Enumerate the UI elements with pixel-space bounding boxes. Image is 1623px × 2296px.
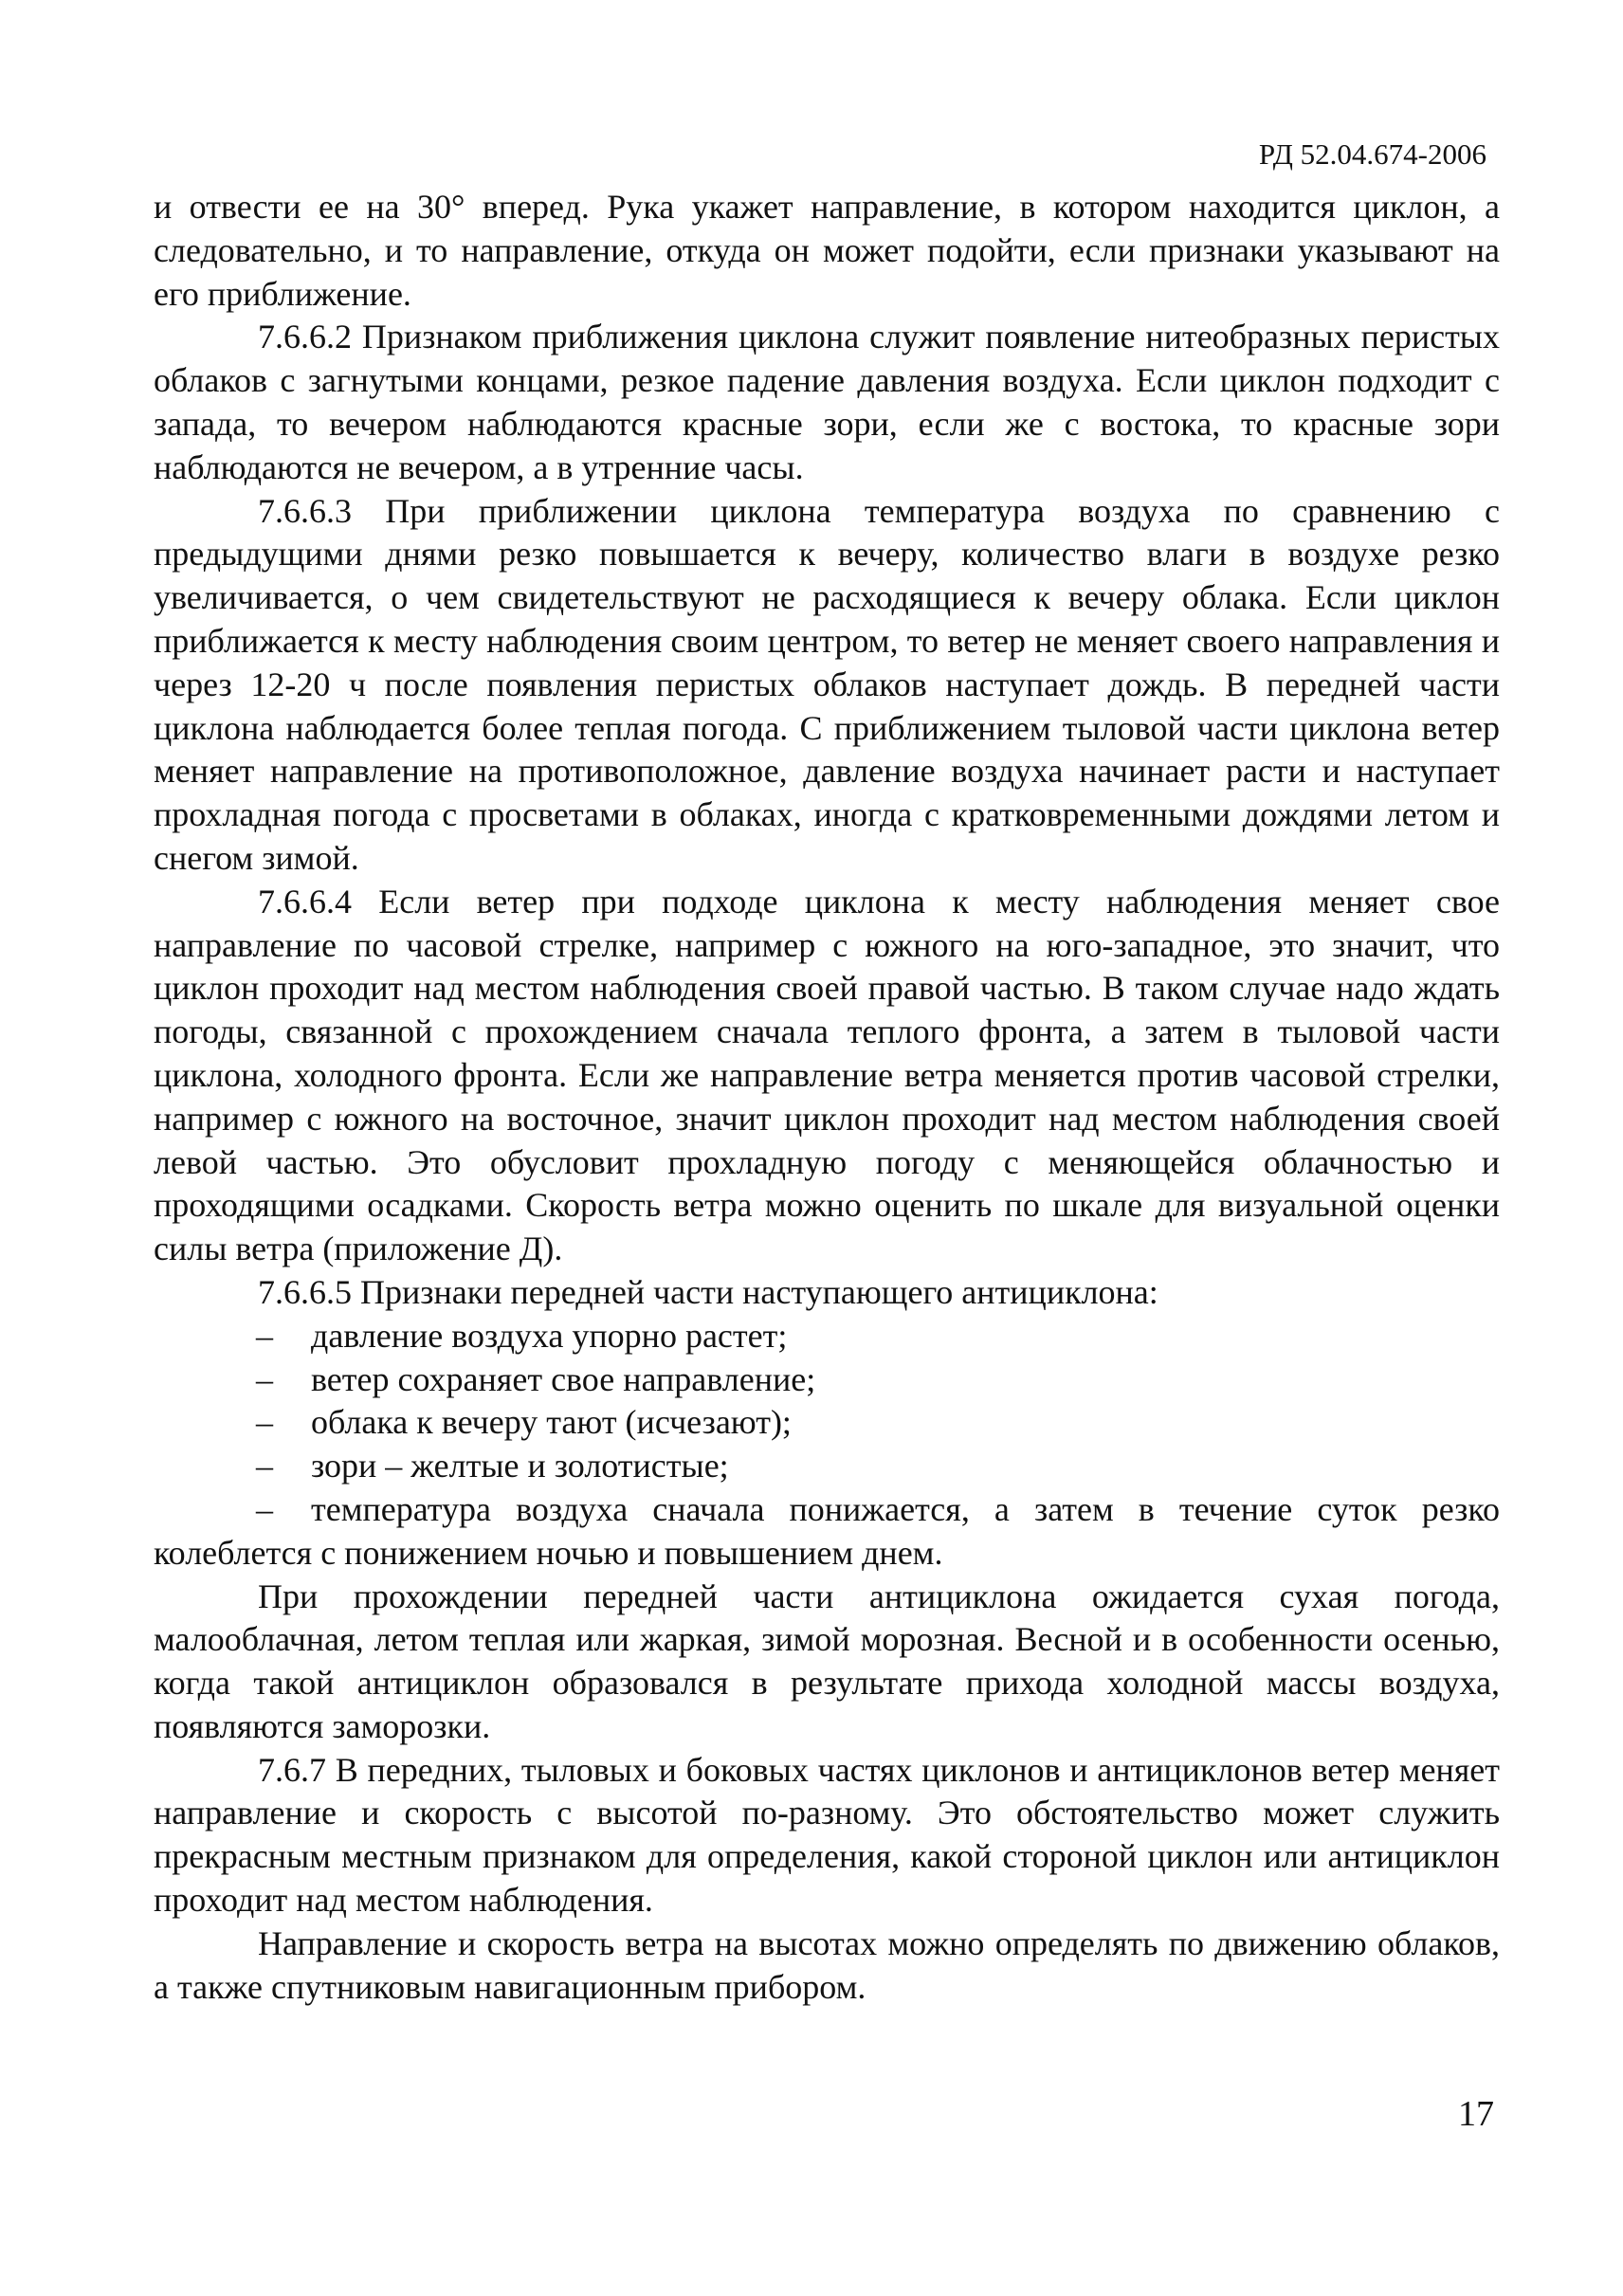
list-item <box>154 1445 1500 1488</box>
paragraph-continuation: и отвести ее на 30° вперед. Рука укажет направление, в котором находится циклон, а следовательно, и то направление, откуда он может подойти, если признаки указывают на его приближение. <box>154 188 1500 313</box>
paragraph-7-6-7: 7.6.7 В передних, тыловых и боковых частях циклонов и антициклонов ветер меняет направление и скорость с высотой по-разному. Это обстоятельство может служить прекрасным местным признаком для определения, какой стороной циклон или антициклон проходит над местом наблюдения. <box>154 1750 1500 1920</box>
list-dash: – <box>256 1447 273 1485</box>
paragraph-wind-at-altitude: Направление и скорость ветра на высотах можно определять по движению облаков, а также спутниковым навигационным прибором. <box>154 1923 1500 2006</box>
list-dash: – <box>256 1359 273 1398</box>
paragraph-anticyclone-front: При прохождении передней части антициклона ожидается сухая погода, малооблачная, летом теплая или жаркая, зимой морозная. Весной и в особенности осенью, когда такой антициклон образовался в результате прихода холодной массы воздуха, появляются заморозки. <box>154 1576 1500 1745</box>
list-item <box>154 1401 1500 1445</box>
list-dash: – <box>256 1489 273 1528</box>
list-item-text: температура воздуха сначала понижается, а затем в течение суток резко колеблется с понижением ночью и повышением днем. <box>154 1489 1500 1572</box>
page-content <box>154 186 1500 2009</box>
list-dash: – <box>256 1403 273 1442</box>
list-item-text: зори – желтые и золотистые; <box>311 1447 729 1485</box>
list-item-text: облака к вечеру тают (исчезают); <box>311 1403 792 1442</box>
paragraph-7-6-6-3: 7.6.6.3 При приближении циклона температура воздуха по сравнению с предыдущими днями резко повышается к вечеру, количество влаги в воздухе резко увеличивается, о чем свидетельствуют не расходящиеся к вечеру облака. Если циклон приближается к месту наблюдения своим центром, то ветер не меняет своего направления и через 12-20 ч после появления перистых облаков наступает дождь. В передней части циклона наблюдается более теплая погода. С приближением тыловой части циклона ветер меняет направление на противоположное, давление воздуха начинает расти и наступает прохладная погода с просветами в облаках, иногда с кратковременными дождями летом и снегом зимой. <box>154 491 1500 877</box>
list-item-text: давление воздуха упорно растет; <box>311 1316 788 1355</box>
paragraph-7-6-6-5: 7.6.6.5 Признаки передней части наступающего антициклона: <box>258 1272 1158 1311</box>
document-code: РД 52.04.674-2006 <box>1258 137 1486 171</box>
list-item <box>154 1488 1500 1576</box>
list-item <box>154 1315 1500 1358</box>
list-item <box>154 1358 1500 1402</box>
anticyclone-signs-list <box>154 1315 1500 1576</box>
page-number: 17 <box>1458 2094 1494 2134</box>
paragraph-7-6-6-4: 7.6.6.4 Если ветер при подходе циклона к месту наблюдения меняет свое направление по часовой стрелке, например с южного на юго-западное, это значит, что циклон проходит над местом наблюдения своей правой частью. В таком случае надо ждать погоды, связанной с прохождением сначала теплого фронта, а затем в тыловой части циклона, холодного фронта. Если же направление ветра меняется против часовой стрелки, например с южного на восточное, значит циклон проходит над местом наблюдения своей левой частью. Это обусловит прохладную погоду с меняющейся облачностью и проходящими осадками. Скорость ветра можно оценить по шкале для визуальной оценки силы ветра (приложение Д). <box>154 882 1500 1268</box>
list-dash: – <box>256 1316 273 1355</box>
paragraph-7-6-6-2: 7.6.6.2 Признаком приближения циклона служит появление нитеобразных перистых облаков с загнутыми концами, резкое падение давления воздуха. Если циклон подходит с запада, то вечером наблюдаются красные зори, если же с востока, то красные зори наблюдаются не вечером, а в утренние часы. <box>154 318 1500 486</box>
list-item-text: ветер сохраняет свое направление; <box>311 1359 816 1398</box>
